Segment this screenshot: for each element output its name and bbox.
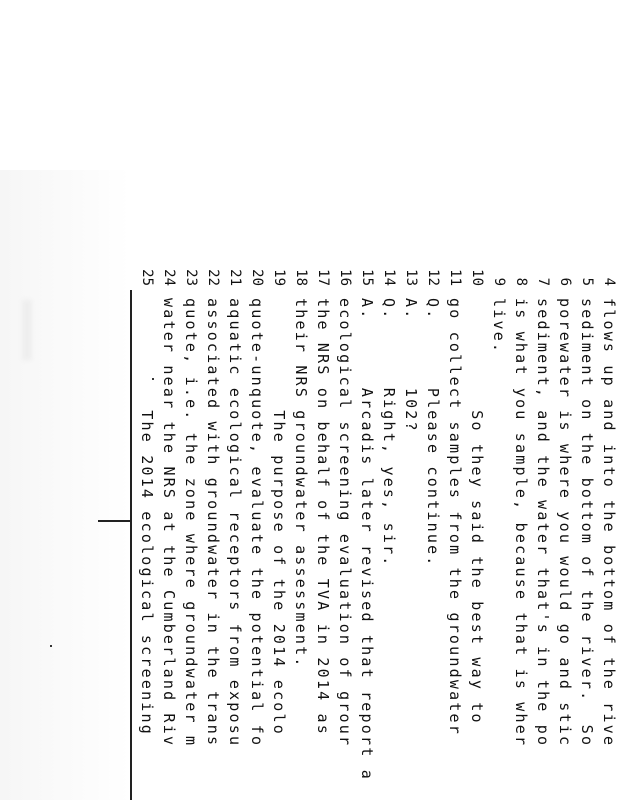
line-text: flows up and into the bottom of the rive <box>600 298 618 748</box>
line-number: 25 <box>139 269 155 286</box>
transcript-line <box>156 230 178 800</box>
line-number: 18 <box>293 269 309 286</box>
transcript-line <box>178 230 200 800</box>
line-number: 14 <box>381 269 397 286</box>
transcript-line <box>354 230 376 800</box>
line-text: A. Arcadis later revised that report a <box>358 298 376 781</box>
transcript-line <box>288 230 310 800</box>
line-text: The 2014 ecological screening <box>138 298 156 736</box>
line-text: quote-unquote, evaluate the potential fo <box>248 298 266 748</box>
transcript-line <box>244 230 266 800</box>
transcript-line <box>266 230 288 800</box>
line-text: sediment, and the water that's in the po <box>534 298 552 748</box>
line-number: 15 <box>359 269 375 286</box>
transcript-line <box>222 230 244 800</box>
line-text: quote, i.e. the zone where groundwater m <box>182 298 200 748</box>
transcript-line <box>398 230 420 800</box>
line-number: 24 <box>161 269 177 286</box>
transcript-line <box>508 230 530 800</box>
transcript-line <box>552 230 574 800</box>
line-number: 20 <box>249 269 265 286</box>
margin-rule <box>130 290 132 800</box>
line-text: ecological screening evaluation of grour <box>336 298 354 748</box>
line-number: 7 <box>535 277 551 286</box>
line-text: Q. Right, yes, sir. <box>380 298 398 568</box>
transcript-line <box>442 230 464 800</box>
line-text: is what you sample, because that is wher <box>512 298 530 748</box>
transcript-line <box>332 230 354 800</box>
line-text: their NRS groundwater assessment. <box>292 298 310 669</box>
transcript-line <box>596 230 618 800</box>
transcript-page-rotated <box>98 230 618 800</box>
transcript-line <box>530 230 552 800</box>
line-number: 23 <box>183 269 199 286</box>
line-number: 5 <box>579 277 595 286</box>
line-text: live. <box>490 298 508 355</box>
line-number: 6 <box>557 277 573 286</box>
line-number: 17 <box>315 269 331 286</box>
line-number: 4 <box>601 277 617 286</box>
transcript-line <box>486 230 508 800</box>
transcript-line <box>420 230 442 800</box>
line-text: sediment on the bottom of the river. So <box>578 298 596 748</box>
line-text: associated with groundwater in the trans <box>204 298 222 748</box>
transcript-line <box>310 230 332 800</box>
line-text: So they said the best way to <box>468 298 486 725</box>
line-number: 10 <box>469 269 485 286</box>
margin-rule-tick <box>98 520 132 522</box>
line-text: Q. Please continue. <box>424 298 442 568</box>
line-text: go collect samples from the groundwater <box>446 298 464 736</box>
transcript-line <box>376 230 398 800</box>
line-number: 21 <box>227 269 243 286</box>
transcript-line <box>200 230 222 800</box>
transcript-line <box>574 230 596 800</box>
line-text: the NRS on behalf of the TVA in 2014 as <box>314 298 332 736</box>
line-number: 12 <box>425 269 441 286</box>
line-number: 13 <box>403 269 419 286</box>
scan-smudge <box>22 300 32 360</box>
line-text: aquatic ecological receptors from exposu <box>226 298 244 748</box>
line-text: water near the NRS at the Cumberland Riv <box>160 298 178 748</box>
speck <box>50 645 52 647</box>
line-text: The purpose of the 2014 ecolo <box>270 298 288 736</box>
line-number: 19 <box>271 269 287 286</box>
line-number: 8 <box>513 277 529 286</box>
line-number: 22 <box>205 269 221 286</box>
transcript-line <box>134 230 156 800</box>
line-text: porewater is where you would go and stic <box>556 298 574 748</box>
transcript-line <box>464 230 486 800</box>
line-text: A. 102? <box>402 298 420 433</box>
line-number: 11 <box>447 269 463 286</box>
line-number: 16 <box>337 269 353 286</box>
line-number: 9 <box>491 277 507 286</box>
